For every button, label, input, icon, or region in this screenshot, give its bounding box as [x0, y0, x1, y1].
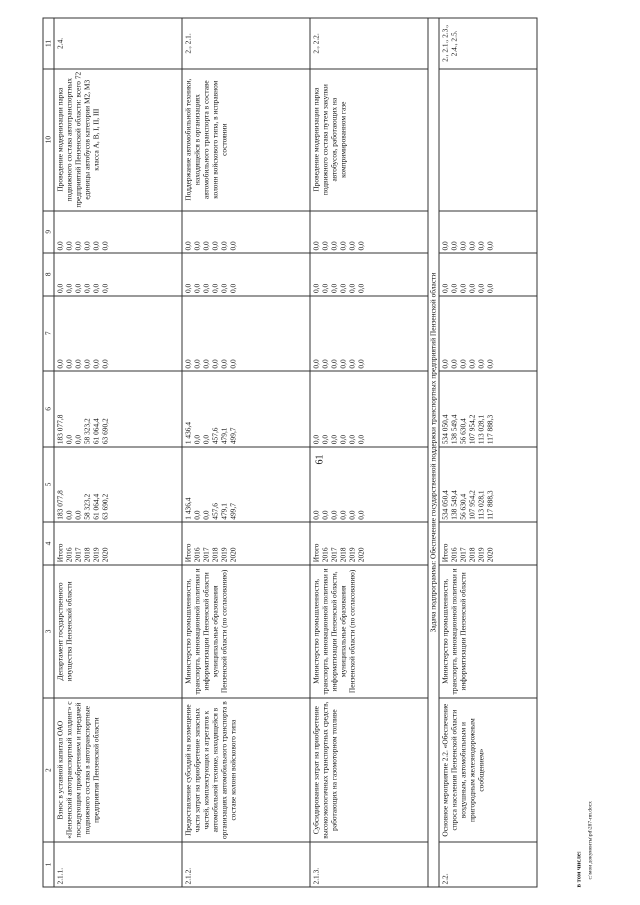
- other-sources-value: 0,0: [485, 241, 495, 251]
- other-sources-value: 0,0: [356, 241, 366, 251]
- col-header-1: 1: [43, 842, 54, 887]
- other-sources-value: 0,0: [440, 241, 450, 251]
- regional-budget: [54, 371, 182, 447]
- federal-budget-value: 0,0: [82, 359, 92, 369]
- row-number: 2.1.1.: [54, 842, 182, 887]
- local-budget-value: 0,0: [192, 283, 202, 294]
- local-budget: [439, 253, 537, 296]
- regional-budget-value: 107 954,2: [467, 414, 477, 445]
- total-funding-value: 457,6: [210, 503, 220, 520]
- total-funding-value: 61 064,4: [91, 493, 101, 520]
- other-sources: [310, 211, 428, 254]
- total-funding-value: 56 630,4: [458, 493, 468, 520]
- year-list-value: 2018: [82, 547, 92, 563]
- local-budget: [310, 253, 428, 296]
- year-list: [439, 522, 537, 565]
- table-body: [54, 18, 537, 887]
- year-list-value: 2016: [320, 547, 330, 563]
- local-budget-value: 0,0: [440, 283, 450, 294]
- executor: Департамент государственного имущества Пензенской области: [54, 565, 182, 698]
- year-list-value: 2018: [467, 547, 477, 563]
- executor: Министерство промышленности, транспорта, инновационной политики и информатизации Пензенской области: [439, 565, 537, 698]
- col-header-3: 3: [43, 565, 54, 698]
- total-funding-value: 113 028,1: [476, 490, 486, 520]
- total-funding-value: 0,0: [64, 510, 74, 520]
- col-header-11: 11: [43, 18, 54, 69]
- other-sources: [439, 211, 537, 254]
- total-funding-value: 0,0: [201, 510, 211, 520]
- regional-budget-value: 0,0: [356, 434, 366, 445]
- regional-budget-value: 117 888,3: [485, 414, 495, 445]
- regional-budget-value: 113 028,1: [476, 414, 486, 445]
- local-budget-value: 0,0: [82, 283, 92, 294]
- header-row: [43, 18, 54, 887]
- regional-budget-value: 499,7: [228, 427, 238, 445]
- federal-budget-value: 0,0: [467, 359, 477, 369]
- year-list-value: 2020: [485, 547, 495, 563]
- federal-budget-value: 0,0: [55, 359, 65, 369]
- other-sources-value: 0,0: [192, 241, 202, 251]
- other-sources-value: 0,0: [476, 241, 486, 251]
- year-list: [182, 522, 310, 565]
- col-header-10: 10: [43, 69, 54, 211]
- measure-name: Основное мероприятие 2.2. «Обеспечение спроса населения Пензенской области воздушным, автомобильным и пригородным железнодорожным сообщением»: [439, 698, 537, 842]
- federal-budget-value: 0,0: [338, 359, 348, 369]
- other-sources-value: 0,0: [311, 241, 321, 251]
- table-row: [54, 18, 182, 887]
- year-list-value: Итого: [311, 543, 321, 563]
- row-number: 2.1.3.: [310, 842, 428, 887]
- local-budget-value: 0,0: [91, 283, 101, 294]
- measure-name: Субсидирование затрат на приобретение высокоэкологичных транспортных средств, работающих на газомоторном топливе: [310, 698, 428, 842]
- other-sources-value: 0,0: [228, 241, 238, 251]
- other-sources-value: 0,0: [210, 241, 220, 251]
- regional-budget-value: 0,0: [338, 434, 348, 445]
- other-sources-value: 0,0: [183, 241, 193, 251]
- regional-budget-value: 61 064,4: [91, 418, 101, 445]
- federal-budget-value: 0,0: [219, 359, 229, 369]
- footer-label: в том числе:: [575, 851, 583, 888]
- local-budget: [182, 253, 310, 296]
- total-funding-value: 0,0: [311, 510, 321, 520]
- total-funding-value: 0,0: [320, 510, 330, 520]
- col-header-4: 4: [43, 522, 54, 565]
- federal-budget-value: 0,0: [329, 359, 339, 369]
- local-budget-value: 0,0: [329, 283, 339, 294]
- regional-budget-value: 63 690,2: [100, 418, 110, 445]
- federal-budget-value: 0,0: [458, 359, 468, 369]
- other-sources-value: 0,0: [201, 241, 211, 251]
- federal-budget-value: 0,0: [183, 359, 193, 369]
- federal-budget-value: 0,0: [449, 359, 459, 369]
- regional-budget-value: 0,0: [347, 434, 357, 445]
- year-list-value: 2019: [476, 547, 486, 563]
- regional-budget-value: 0,0: [73, 434, 83, 445]
- other-sources-value: 0,0: [100, 241, 110, 251]
- regional-budget: [439, 371, 537, 447]
- federal-budget-value: 0,0: [485, 359, 495, 369]
- total-funding: [439, 447, 537, 523]
- other-sources: [182, 211, 310, 254]
- indicator-reference: 2., 2.2.: [310, 18, 428, 69]
- section-row: [428, 18, 439, 887]
- local-budget-value: 0,0: [449, 283, 459, 294]
- row-number: 2.1.2.: [182, 842, 310, 887]
- measure-name: Взнос в уставной капитал ОАО «Пензенский автотранспортный холдинг» с последующим приобретением и передачей подвижного состава в автотранспортные предприятия Пензенской области: [54, 698, 182, 842]
- col-header-7: 7: [43, 296, 54, 372]
- regional-budget-value: 58 323,2: [82, 418, 92, 445]
- total-funding-value: 183 077,8: [55, 490, 65, 520]
- other-sources-value: 0,0: [458, 241, 468, 251]
- local-budget-value: 0,0: [100, 283, 110, 294]
- year-list-value: Итого: [440, 543, 450, 563]
- regional-budget: [310, 371, 428, 447]
- local-budget-value: 0,0: [347, 283, 357, 294]
- regional-budget-value: 1 436,4: [183, 421, 193, 445]
- federal-budget-value: 0,0: [192, 359, 202, 369]
- total-funding-value: 0,0: [347, 510, 357, 520]
- other-sources-value: 0,0: [73, 241, 83, 251]
- federal-budget-value: 0,0: [356, 359, 366, 369]
- regional-budget-value: 0,0: [64, 434, 74, 445]
- year-list: [54, 522, 182, 565]
- local-budget-value: 0,0: [201, 283, 211, 294]
- regional-budget-value: 534 050,4: [440, 414, 450, 445]
- year-list-value: 2020: [356, 547, 366, 563]
- local-budget-value: 0,0: [320, 283, 330, 294]
- local-budget-value: 0,0: [467, 283, 477, 294]
- federal-budget: [310, 296, 428, 372]
- other-sources-value: 0,0: [338, 241, 348, 251]
- regional-budget-value: 0,0: [201, 434, 211, 445]
- year-list-value: 2016: [64, 547, 74, 563]
- total-funding-value: 534 050,4: [440, 490, 450, 520]
- year-list-value: 2019: [219, 547, 229, 563]
- executor: Министерство промышленности, транспорта, инновационной политики и информатизации Пензенской области муниципальные образования Пензенской области (по согласованию): [182, 565, 310, 698]
- local-budget-value: 0,0: [183, 283, 193, 294]
- indicator-reference: 2., 2.1., 2.3., 2.4., 2.5.: [439, 18, 537, 69]
- regional-budget-value: 479,1: [219, 427, 229, 445]
- expected-result: Проведение модернизации парка подвижного состава путем закупки автобусов, работающих на компримированном газе: [310, 69, 428, 211]
- federal-budget-value: 0,0: [210, 359, 220, 369]
- federal-budget-value: 0,0: [91, 359, 101, 369]
- col-header-8: 8: [43, 253, 54, 296]
- regional-budget-value: 457,6: [210, 427, 220, 445]
- total-funding: [310, 447, 428, 523]
- local-budget-value: 0,0: [219, 283, 229, 294]
- col-header-6: 6: [43, 371, 54, 447]
- total-funding-value: 63 690,2: [100, 493, 110, 520]
- other-sources-value: 0,0: [55, 241, 65, 251]
- local-budget-value: 0,0: [311, 283, 321, 294]
- table-row: [182, 18, 310, 887]
- col-header-2: 2: [43, 698, 54, 842]
- federal-budget-value: 0,0: [476, 359, 486, 369]
- year-list-value: Итого: [183, 543, 193, 563]
- regional-budget-value: 138 549,4: [449, 414, 459, 445]
- year-list-value: 2016: [449, 547, 459, 563]
- executor: Министерство промышленности, транспорта, инновационной политики и информатизации Пензенской области, муниципальные образования Пензенской области (по согласованию): [310, 565, 428, 698]
- federal-budget-value: 0,0: [73, 359, 83, 369]
- federal-budget: [54, 296, 182, 372]
- other-sources-value: 0,0: [467, 241, 477, 251]
- federal-budget-value: 0,0: [201, 359, 211, 369]
- total-funding: [182, 447, 310, 523]
- table-row: [439, 18, 537, 887]
- total-funding: [54, 447, 182, 523]
- expected-result: Поддержание автомобильной техники, находящейся в организациях автомобильного транспорта в составе колонн войскового типа, в исправном состоянии: [182, 69, 310, 211]
- year-list-value: 2020: [228, 547, 238, 563]
- federal-budget: [182, 296, 310, 372]
- total-funding-value: 479,1: [219, 503, 229, 520]
- other-sources-value: 0,0: [219, 241, 229, 251]
- local-budget-value: 0,0: [458, 283, 468, 294]
- expected-result: [439, 69, 537, 211]
- col-header-9: 9: [43, 211, 54, 254]
- local-budget-value: 0,0: [228, 283, 238, 294]
- local-budget-value: 0,0: [55, 283, 65, 294]
- year-list-value: 2016: [192, 547, 202, 563]
- total-funding-value: 1 436,4: [183, 497, 193, 520]
- year-list-value: Итого: [55, 543, 65, 563]
- year-list-value: 2018: [210, 547, 220, 563]
- other-sources-value: 0,0: [449, 241, 459, 251]
- footer-file-path: c:\мои документы\pd\287-пп.docx: [587, 801, 594, 880]
- year-list-value: 2019: [347, 547, 357, 563]
- local-budget-value: 0,0: [210, 283, 220, 294]
- total-funding-value: 0,0: [356, 510, 366, 520]
- federal-budget-value: 0,0: [311, 359, 321, 369]
- regional-budget-value: 0,0: [311, 434, 321, 445]
- local-budget-value: 0,0: [73, 283, 83, 294]
- total-funding-value: 0,0: [192, 510, 202, 520]
- other-sources-value: 0,0: [64, 241, 74, 251]
- rotated-table-sheet: [43, 18, 598, 888]
- regional-budget: [182, 371, 310, 447]
- other-sources-value: 0,0: [347, 241, 357, 251]
- local-budget-value: 0,0: [485, 283, 495, 294]
- federal-budget-value: 0,0: [320, 359, 330, 369]
- year-list-value: 2017: [73, 547, 83, 563]
- regional-budget-value: 0,0: [329, 434, 339, 445]
- regional-budget-value: 183 077,8: [55, 414, 65, 445]
- year-list-value: 2017: [329, 547, 339, 563]
- total-funding-value: 117 888,3: [485, 490, 495, 520]
- row-number: 2.2.: [439, 842, 537, 887]
- year-list-value: 2020: [100, 547, 110, 563]
- year-list-value: 2018: [338, 547, 348, 563]
- local-budget: [54, 253, 182, 296]
- other-sources-value: 0,0: [82, 241, 92, 251]
- federal-budget-value: 0,0: [347, 359, 357, 369]
- year-list-value: 2019: [91, 547, 101, 563]
- total-funding-value: 0,0: [338, 510, 348, 520]
- year-list-value: 2017: [201, 547, 211, 563]
- col-header-5: 5: [43, 447, 54, 523]
- other-sources-value: 0,0: [329, 241, 339, 251]
- total-funding-value: 0,0: [73, 510, 83, 520]
- page-number: 61: [314, 454, 326, 465]
- federal-budget-value: 0,0: [64, 359, 74, 369]
- indicator-reference: 2.4.: [54, 18, 182, 69]
- federal-budget: [439, 296, 537, 372]
- regional-budget-value: 0,0: [192, 434, 202, 445]
- total-funding-value: 138 549,4: [449, 490, 459, 520]
- year-list: [310, 522, 428, 565]
- federal-budget-value: 0,0: [440, 359, 450, 369]
- local-budget-value: 0,0: [64, 283, 74, 294]
- local-budget-value: 0,0: [476, 283, 486, 294]
- regional-budget-value: 56 630,4: [458, 418, 468, 445]
- total-funding-value: 107 954,2: [467, 490, 477, 520]
- federal-budget-value: 0,0: [228, 359, 238, 369]
- program-measures-table: [43, 18, 538, 888]
- other-sources-value: 0,0: [320, 241, 330, 251]
- regional-budget-value: 0,0: [320, 434, 330, 445]
- table-row: [310, 18, 428, 887]
- total-funding-value: 0,0: [329, 510, 339, 520]
- expected-result: Проведение модернизации парка подвижного состава автотранспортных предприятий Пензенской области: всего 72 единицы автобусов категории М2, М3 класса А, В, I, II, III: [54, 69, 182, 211]
- section-title: Задача подпрограммы: Обеспечение государственной поддержки транспортных предприятий Пензенской области: [428, 18, 439, 887]
- local-budget-value: 0,0: [338, 283, 348, 294]
- total-funding-value: 58 323,2: [82, 493, 92, 520]
- federal-budget-value: 0,0: [100, 359, 110, 369]
- other-sources: [54, 211, 182, 254]
- indicator-reference: 2., 2.1.: [182, 18, 310, 69]
- other-sources-value: 0,0: [91, 241, 101, 251]
- measure-name: Предоставление субсидий на возмещение части затрат на приобретение запасных частей, комплектующих и агрегатов к автомобильной технике, находящейся в организациях автомобильного транспорта в составе колонн войскового типа: [182, 698, 310, 842]
- total-funding-value: 499,7: [228, 503, 238, 520]
- local-budget-value: 0,0: [356, 283, 366, 294]
- year-list-value: 2017: [458, 547, 468, 563]
